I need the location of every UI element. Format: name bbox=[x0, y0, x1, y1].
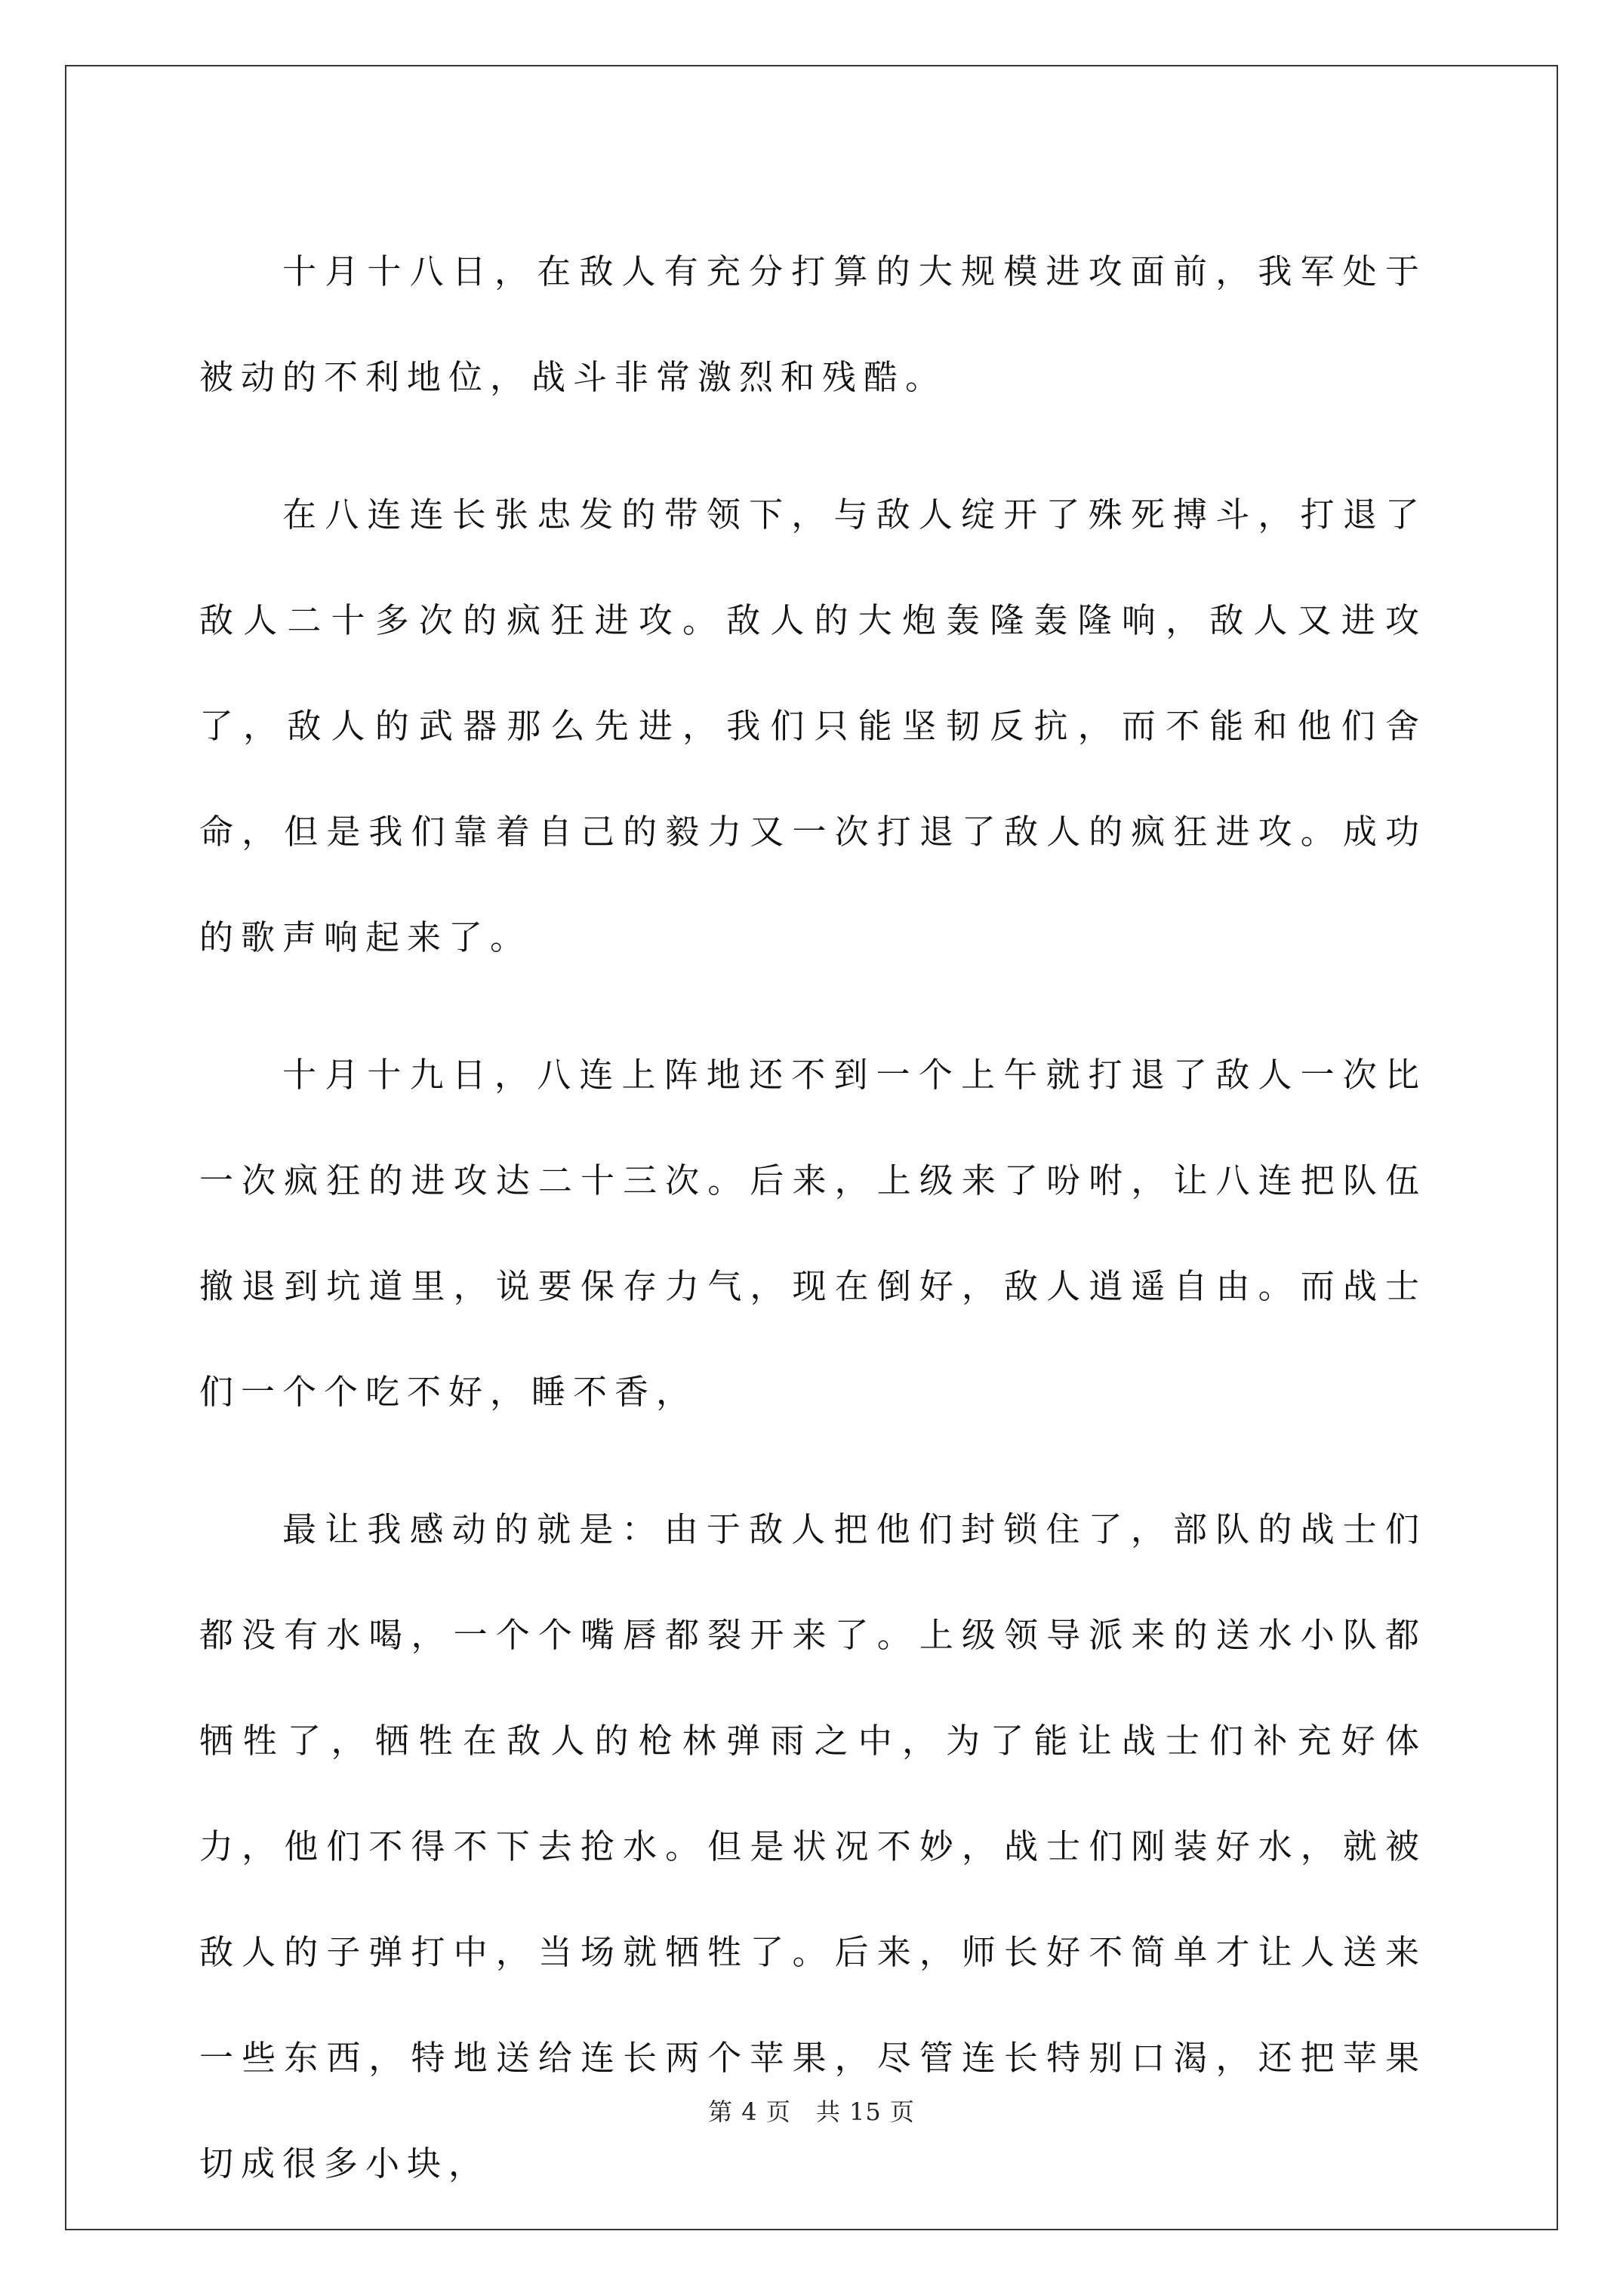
paragraph-3: 十月十九日，八连上阵地还不到一个上午就打退了敌人一次比一次疯狂的进攻达二十三次。后来，上级来了吩咐，让八连把队伍撤退到坑道里，说要保存力气，现在倒好，敌人逍遥自由。而战士们一个个吃不好，睡不香， bbox=[199, 1055, 1427, 1412]
page-number-footer: 第 4 页 共 15 页 bbox=[708, 2097, 915, 2126]
paragraph-1: 十月十八日，在敌人有充分打算的大规模进攻面前，我军处于被动的不利地位，战斗非常激烈和残酷。 bbox=[199, 251, 1427, 397]
paragraph-2: 在八连连长张忠发的带领下，与敌人绽开了殊死搏斗，打退了敌人二十多次的疯狂进攻。敌人的大炮轰隆轰隆响，敌人又进攻了，敌人的武器那么先进，我们只能坚韧反抗，而不能和他们舍命，但是我们靠着自己的毅力又一次打退了敌人的疯狂进攻。成功的歌声响起来了。 bbox=[199, 495, 1427, 957]
paragraph-4: 最让我感动的就是：由于敌人把他们封锁住了，部队的战士们都没有水喝，一个个嘴唇都裂开来了。上级领导派来的送水小队都牺牲了，牺牲在敌人的枪林弹雨之中，为了能让战士们补充好体力，他们不得不下去抢水。但是状况不妙，战士们刚装好水，就被敌人的子弹打中，当场就牺牲了。后来，师长好不简单才让人送来一些东西，特地送给连长两个苹果，尽管连长特别口渴，还把苹果切成很多小块， bbox=[199, 1509, 1427, 2184]
document-body bbox=[199, 219, 1427, 2248]
